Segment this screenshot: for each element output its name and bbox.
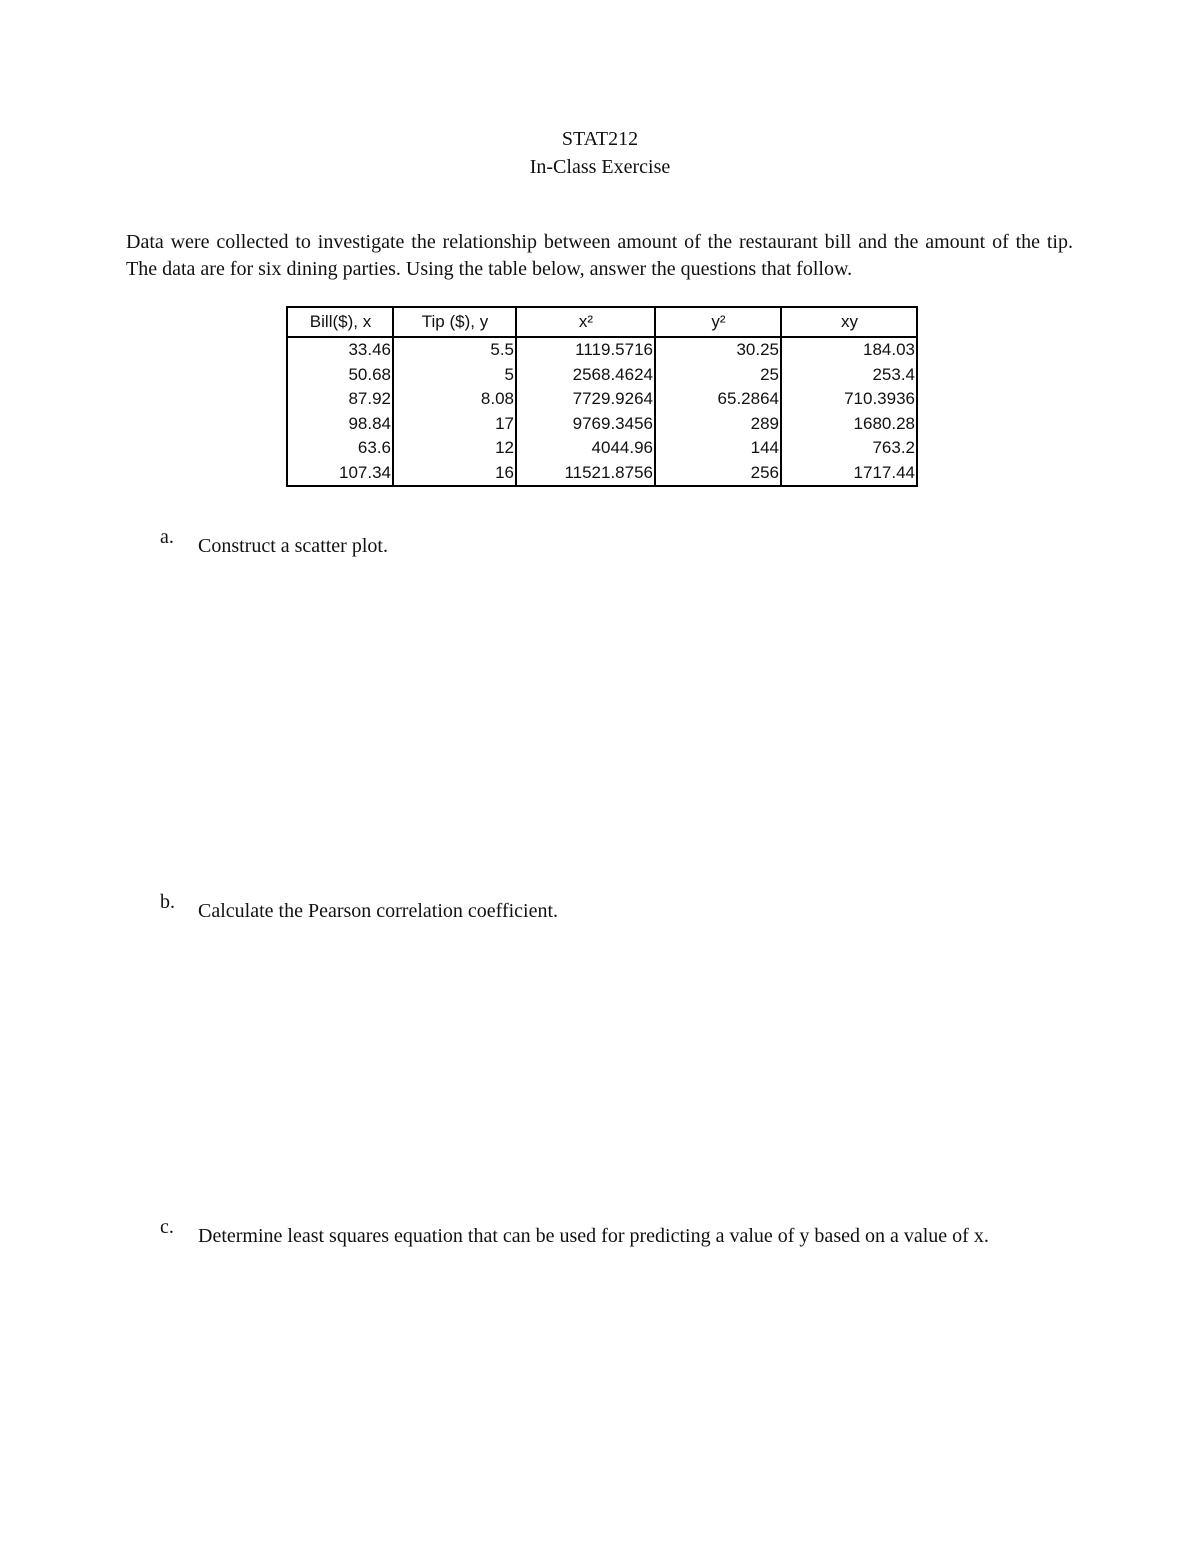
header-x-squared: x² — [516, 307, 655, 337]
cell-bill: 63.6 — [287, 436, 393, 461]
cell-tip: 5 — [393, 363, 516, 388]
header-bill: Bill($), x — [287, 307, 393, 337]
cell-bill: 33.46 — [287, 337, 393, 363]
header-tip: Tip ($), y — [393, 307, 516, 337]
question-a — [160, 526, 1073, 567]
data-table — [286, 306, 918, 487]
cell-y-squared: 256 — [655, 461, 781, 487]
question-letter: a. — [160, 526, 174, 548]
cell-bill: 50.68 — [287, 363, 393, 388]
table-row — [287, 412, 917, 437]
cell-xy: 184.03 — [863, 340, 915, 359]
cell-bill: 98.84 — [287, 412, 393, 437]
cell-xy: 763.2 — [872, 438, 915, 457]
cell-y-squared: 65.2864 — [655, 387, 781, 412]
cell-bill: 107.34 — [287, 461, 393, 487]
data-table-container — [286, 306, 918, 487]
question-letter: b. — [160, 891, 175, 913]
question-text: Calculate the Pearson correlation coefficient. — [198, 900, 559, 922]
cell-x-squared: 11521.8756 — [516, 461, 655, 487]
cell-xy: 253.4 — [872, 364, 915, 384]
header-xy: xy — [781, 307, 917, 337]
table-row — [287, 337, 917, 363]
question-b — [160, 891, 1073, 932]
cell-tip: 12 — [393, 436, 516, 461]
cell-x-squared: 4044.96 — [516, 436, 655, 461]
cell-tip: 8.08 — [393, 387, 516, 412]
table-row — [287, 387, 917, 412]
table-header-row — [287, 307, 917, 337]
question-text: Construct a scatter plot. — [198, 535, 388, 557]
cell-xy: 710.3936 — [844, 389, 915, 408]
cell-xy: 1680.28 — [853, 413, 915, 433]
question-letter: c. — [160, 1216, 174, 1238]
cell-y-squared: 144 — [655, 436, 781, 461]
cell-x-squared: 9769.3456 — [516, 412, 655, 437]
cell-y-squared: 25 — [655, 363, 781, 388]
document-subtitle: In-Class Exercise — [529, 156, 671, 178]
cell-x-squared: 2568.4624 — [516, 363, 655, 388]
cell-x-squared: 7729.9264 — [516, 387, 655, 412]
cell-bill: 87.92 — [287, 387, 393, 412]
cell-y-squared: 30.25 — [655, 337, 781, 363]
cell-tip: 17 — [393, 412, 516, 437]
table-row — [287, 363, 917, 388]
cell-y-squared: 289 — [655, 412, 781, 437]
cell-tip: 16 — [393, 461, 516, 487]
question-c — [160, 1216, 1073, 1257]
intro-paragraph: Data were collected to investigate the relationship between amount of the restaurant bill and the amount of the tip. The data are for six dining parties. Using the table below, answer the questions that follow. — [126, 231, 1073, 280]
question-text: Determine least squares equation that can be used for predicting a value of y based on a value of x. — [198, 1225, 989, 1247]
cell-tip: 5.5 — [393, 337, 516, 363]
header-y-squared: y² — [655, 307, 781, 337]
table-row — [287, 461, 917, 487]
table-row — [287, 436, 917, 461]
document-title: STAT212 — [561, 128, 639, 150]
cell-x-squared: 1119.5716 — [516, 337, 655, 363]
cell-xy: 1717.44 — [853, 462, 915, 482]
